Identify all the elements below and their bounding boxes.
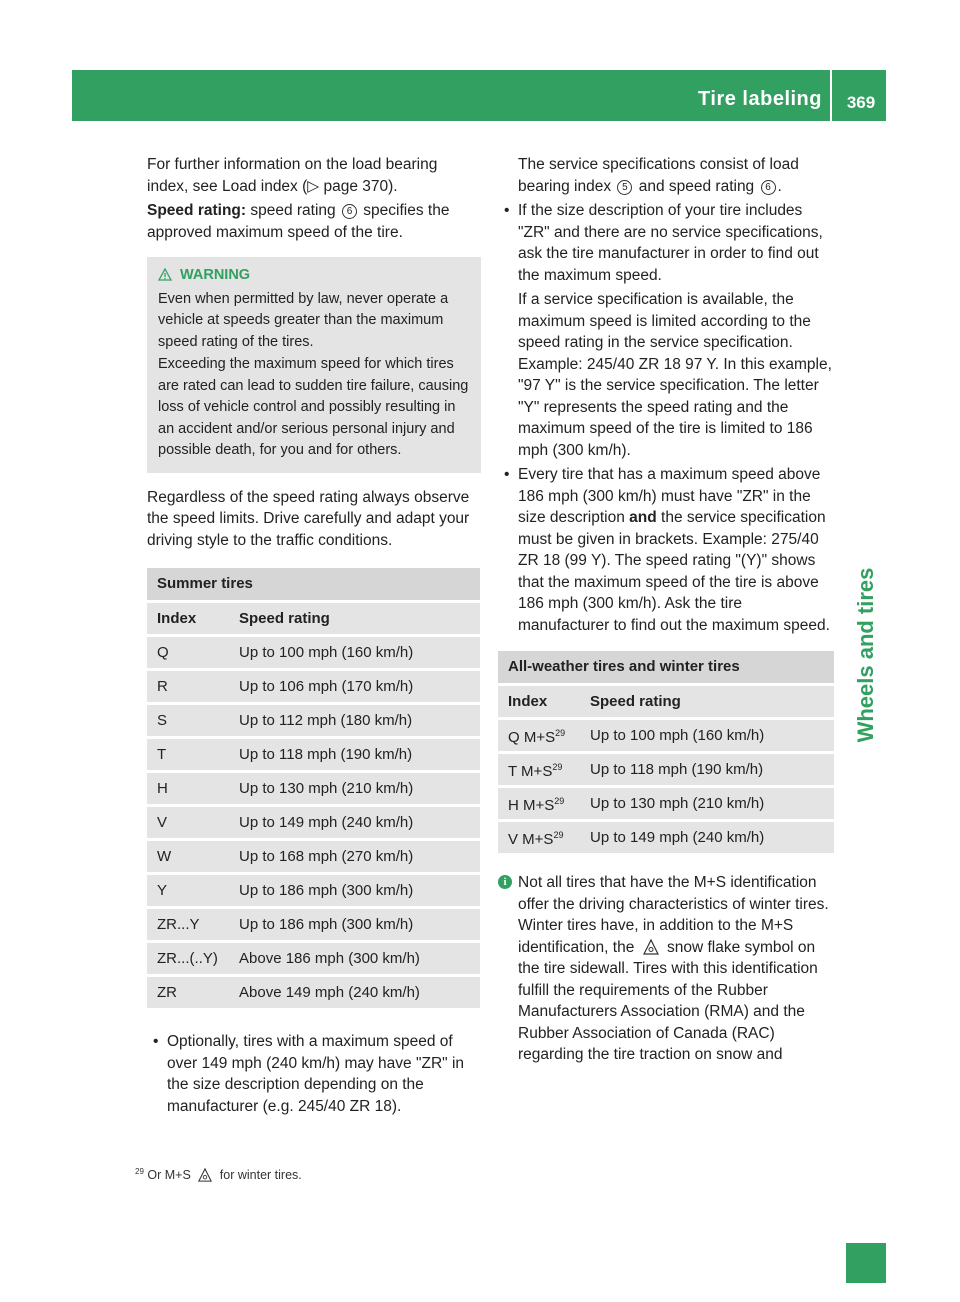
column-header: Index [147, 603, 229, 634]
speed-rating-cell: Up to 168 mph (270 km/h) [229, 841, 480, 872]
right-column [498, 154, 836, 1066]
list-item: • Optionally, tires with a maximum speed of over 149 mph (240 km/h) may have "ZR" in the size description depending on the manufacturer (e.g. 245/40 ZR 18). [147, 1031, 481, 1117]
table-title: All-weather tires and winter tires [498, 651, 834, 683]
index-cell: ZR...(..Y) [147, 943, 229, 974]
table-row [498, 754, 834, 785]
table-row [147, 739, 480, 770]
index-cell: T [147, 739, 229, 770]
paragraph: Regardless of the speed rating always observe the speed limits. Drive carefully and adapt your driving style to the traffic conditions. [147, 488, 470, 549]
warning-icon [158, 268, 172, 281]
index-cell: T $M+S^{29}$ [498, 754, 580, 785]
callout-number: 6 [342, 204, 357, 219]
speed-rating-cell: Up to 149 mph (240 km/h) [580, 822, 834, 853]
paragraph: The service specifications consist of load bearing index 5 and speed rating 6 . [518, 156, 799, 195]
speed-rating-cell: Up to 118 mph (190 km/h) [580, 754, 834, 785]
speed-rating-cell: Up to 118 mph (190 km/h) [229, 739, 480, 770]
table-row [147, 637, 480, 668]
table-row [147, 841, 480, 872]
speed-rating-cell: Above 186 mph (300 km/h) [229, 943, 480, 974]
table-row [498, 788, 834, 819]
warning-box [147, 257, 481, 473]
table-row [147, 875, 480, 906]
index-cell: ZR...Y [147, 909, 229, 940]
speed-rating-cell: Above 149 mph (240 km/h) [229, 977, 480, 1008]
speed-rating-cell: Up to 106 mph (170 km/h) [229, 671, 480, 702]
table-row [147, 705, 480, 736]
index-cell: H [147, 773, 229, 804]
list-item: • If the size description of your tire includes "ZR" and there are no service specifications, ask the tire manufacturer in order to find out the maximum speed. If a service specification is available, the maximum speed is limited according to the speed rating in the service specification. Example: 245/40 ZR 18 97 Y. In this example, "97 Y" is the service specification. The letter "Y" represents the speed rating and the maximum speed of the tire is limited to 186 mph (300 km/h). [498, 200, 836, 461]
index-cell: Q $M+S^{29}$ [498, 720, 580, 751]
info-icon: i [498, 875, 512, 889]
page-number: 369 [846, 93, 876, 112]
index-cell: Q [147, 637, 229, 668]
index-cell: H $M+S^{29}$ [498, 788, 580, 819]
snowflake-mountain-icon [198, 1168, 212, 1182]
table-row [147, 773, 480, 804]
table-row [147, 943, 480, 974]
table-row [147, 807, 480, 838]
speed-rating-cell: Up to 130 mph (210 km/h) [229, 773, 480, 804]
index-cell: ZR [147, 977, 229, 1008]
callout-number: 5 [617, 180, 632, 195]
warning-text: Exceeding the maximum speed for which tires are rated can lead to sudden tire failure, causing loss of vehicle control and possibly resulting in an accident and/or serious personal injury and possible death, for you and for others. [158, 356, 469, 458]
info-note: i Not all tires that have the M+S identification offer the driving characteristics of winter tires. Winter tires have, in addition to the M+S identification, the snow flake symbol on the tire sidewall. Tires with this identification fulfill the requirements of the Rubber Manufacturers Association (RMA) and the Rubber Association of Canada (RAC) regarding the tire traction on snow and [498, 872, 836, 1066]
speed-rating-cell: Up to 130 mph (210 km/h) [580, 788, 834, 819]
paragraph: For further information on the load bearing index, see Load index (▷ page 370). [147, 156, 438, 195]
header-separator [830, 70, 832, 121]
speed-rating-cell: Up to 149 mph (240 km/h) [229, 807, 480, 838]
chapter-marker [846, 1243, 886, 1283]
speed-rating-cell: Up to 100 mph (160 km/h) [580, 720, 834, 751]
table-row [498, 822, 834, 853]
column-header: Speed rating [229, 603, 480, 634]
table-row [147, 909, 480, 940]
winter-tires-table [498, 648, 834, 856]
index-cell: V [147, 807, 229, 838]
summer-tires-table [147, 565, 480, 1011]
index-cell: R [147, 671, 229, 702]
table-title: Summer tires [147, 568, 480, 600]
index-cell: S [147, 705, 229, 736]
list-item: • Every tire that has a maximum speed above 186 mph (300 km/h) must have "ZR" in the size description and the service specification must be given in brackets. Example: 275/40 ZR 18 (99 Y). The speed rating "(Y)" shows that the maximum speed of the tire is above 186 mph (300 km/h). Ask the tire manufacturer to find out the maximum speed. [498, 464, 836, 636]
chapter-tab: Wheels and tires [853, 567, 878, 743]
index-cell: Y [147, 875, 229, 906]
speed-rating-cell: Up to 112 mph (180 km/h) [229, 705, 480, 736]
bullet-list [498, 200, 836, 636]
speed-rating-paragraph: Speed rating: speed rating 6 specifies the approved maximum speed of the tire. [147, 202, 450, 241]
speed-rating-cell: Up to 186 mph (300 km/h) [229, 909, 480, 940]
table-row [147, 977, 480, 1008]
warning-text: Even when permitted by law, never operate a vehicle at speeds greater than the maximum speed rating of the tires. [158, 290, 449, 350]
left-column [147, 154, 481, 1120]
callout-number: 6 [761, 180, 776, 195]
column-header: Index [498, 686, 580, 717]
table-row [147, 671, 480, 702]
speed-rating-cell: Up to 100 mph (160 km/h) [229, 637, 480, 668]
warning-heading: WARNING [158, 265, 473, 287]
footnote: $^{29}$ Or M+S for winter tires. [135, 1167, 302, 1183]
table-row [498, 720, 834, 751]
index-cell: W [147, 841, 229, 872]
speed-rating-cell: Up to 186 mph (300 km/h) [229, 875, 480, 906]
index-cell: V $M+S^{29}$ [498, 822, 580, 853]
section-title: Tire labeling [698, 88, 822, 110]
snowflake-mountain-icon [643, 939, 659, 955]
bullet-list [147, 1031, 481, 1117]
speed-rating-label: Speed rating: [147, 202, 247, 219]
column-header: Speed rating [580, 686, 834, 717]
